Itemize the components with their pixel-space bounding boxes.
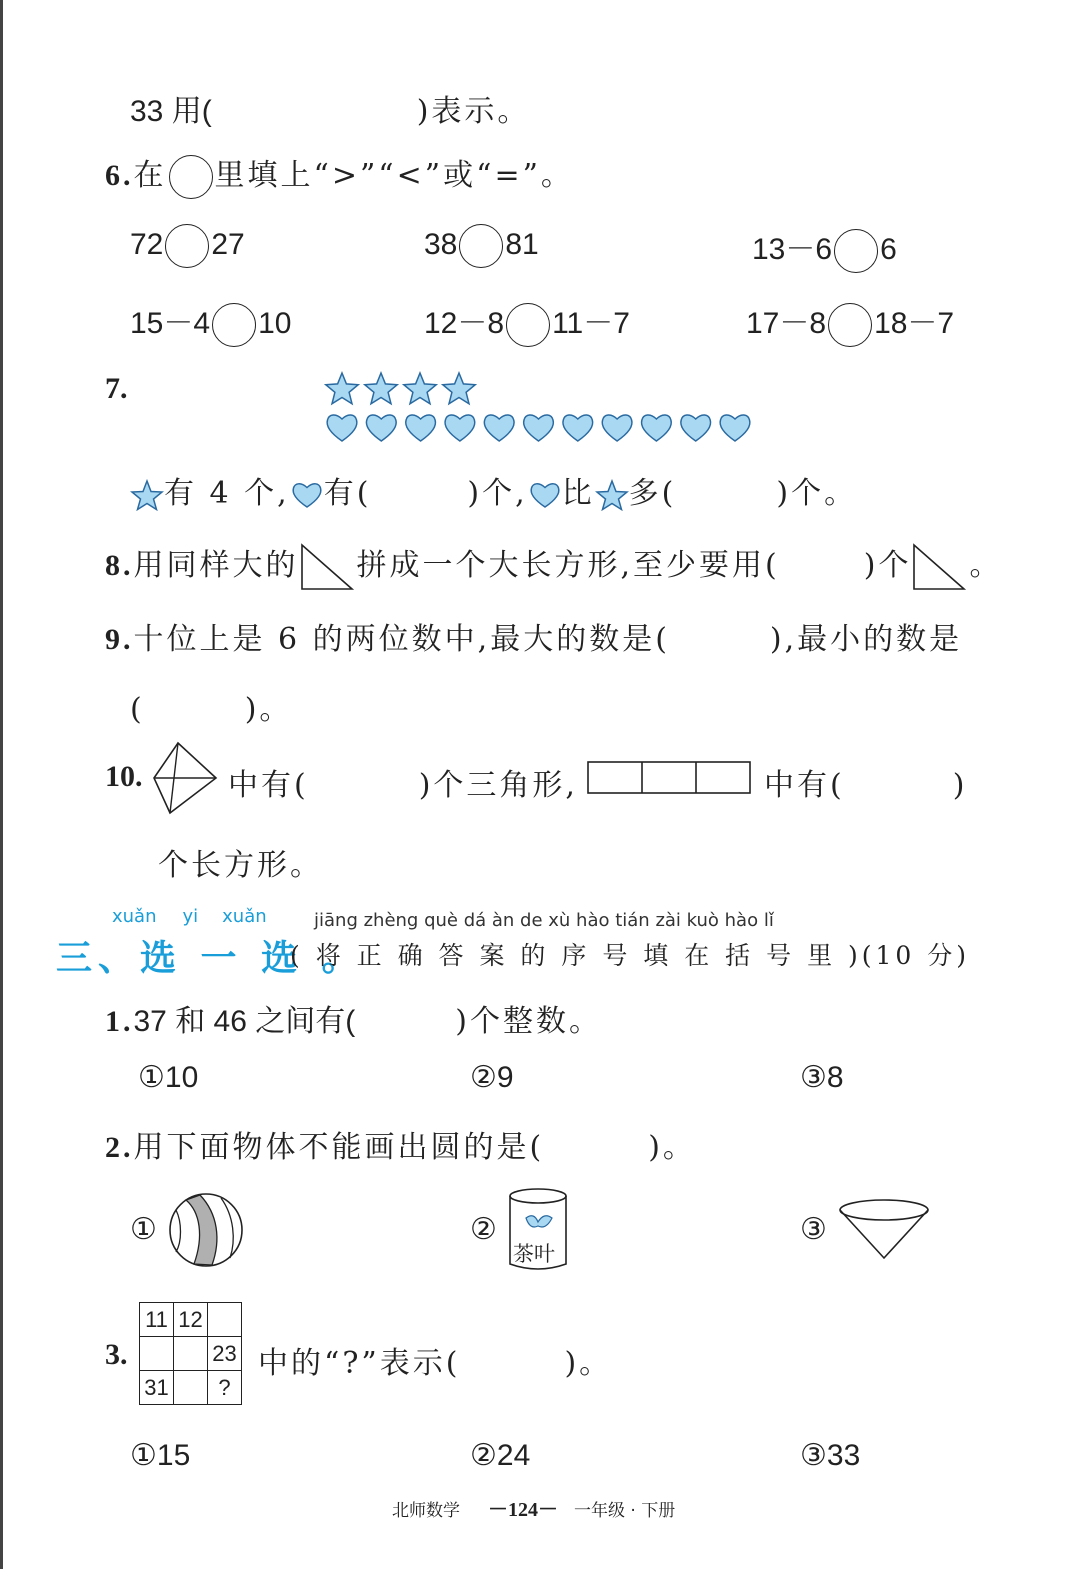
q6-item-1: 72 27 bbox=[130, 224, 245, 268]
s3q3-number: 3. bbox=[105, 1338, 128, 1371]
q10-number: 10. bbox=[105, 760, 143, 793]
compare-circle bbox=[169, 155, 213, 199]
s3q2-option-2[interactable]: ② bbox=[470, 1213, 497, 1246]
q8: 8.用同样大的 拼成一个大长方形,至少要用( )个 。 bbox=[105, 540, 1002, 592]
heart-icon bbox=[528, 480, 562, 510]
s3q3-prompt: 中的“?”表示( )。 bbox=[258, 1346, 613, 1381]
page-edge-line bbox=[0, 0, 3, 1569]
q6-item-2: 38 81 bbox=[424, 224, 539, 268]
heart-icon bbox=[290, 480, 324, 510]
triangle-icon bbox=[911, 542, 969, 592]
answer-circle[interactable] bbox=[459, 224, 503, 268]
page-number: －124－ bbox=[488, 1499, 558, 1521]
heart-icon bbox=[366, 415, 396, 441]
s3q2-option-3[interactable]: ③ bbox=[800, 1213, 827, 1246]
answer-circle[interactable] bbox=[165, 224, 209, 268]
number-grid: 11 12 23 31 ? bbox=[139, 1302, 242, 1405]
section3-title: 三、选 一 选 。 bbox=[56, 938, 364, 979]
q6-item-3: 13－6 6 bbox=[752, 224, 897, 273]
footer: 北师数学 －124－ 一年级 · 下册 bbox=[392, 1499, 676, 1521]
heart-icon bbox=[602, 415, 632, 441]
s3q1-prompt: 1.37 和 46 之间有( )个整数。 bbox=[105, 1004, 602, 1039]
q10-line2: 个长方形。 bbox=[158, 848, 323, 883]
heart-icon bbox=[642, 415, 672, 441]
heart-icon bbox=[484, 415, 514, 441]
star-icon bbox=[595, 479, 629, 511]
s3q2-prompt: 2.用下面物体不能画出圆的是( )。 bbox=[105, 1130, 696, 1165]
star-row bbox=[326, 373, 475, 404]
q9-line1: 9.十位上是 6 的两位数中,最大的数是( ),最小的数是 bbox=[105, 622, 963, 657]
s3q1-option-1[interactable]: ①10 bbox=[138, 1061, 199, 1094]
q6-item-5: 12－8 11－7 bbox=[424, 298, 630, 347]
tea-can-label: 茶叶 bbox=[513, 1242, 555, 1266]
stars-hearts-figure bbox=[320, 370, 760, 445]
q9-line2: ( )。 bbox=[130, 692, 293, 727]
q5-tail: 33 用( )表示。 bbox=[130, 94, 531, 129]
ball-icon bbox=[166, 1190, 246, 1270]
section3-instruction: ( 将 正 确 答 案 的 序 号 填 在 括 号 里 )(10 分) bbox=[290, 941, 971, 970]
q6-prompt: 6.在 里填上“>”“<”或“=”。 bbox=[105, 150, 574, 199]
q10-text2: 中有( ) bbox=[764, 768, 968, 803]
answer-circle[interactable] bbox=[834, 229, 878, 273]
star-icon bbox=[326, 373, 358, 404]
q7-sentence: 有 4 个, 有( )个, 比 多( )个。 bbox=[130, 468, 857, 512]
star-icon bbox=[443, 373, 475, 404]
heart-row bbox=[327, 415, 750, 441]
heart-icon bbox=[563, 415, 593, 441]
star-icon bbox=[404, 373, 436, 404]
heart-icon bbox=[720, 415, 750, 441]
q6-item-6: 17－8 18－7 bbox=[746, 298, 954, 347]
instruction-pinyin: jiāng zhèng què dá àn de xù hào tián zài kuò hào lǐ bbox=[314, 910, 774, 931]
heart-icon bbox=[524, 415, 554, 441]
answer-circle[interactable] bbox=[506, 303, 550, 347]
section3-pinyin: xuǎn yi xuǎn bbox=[112, 906, 267, 927]
answer-circle[interactable] bbox=[828, 303, 872, 347]
rhombus-figure bbox=[150, 740, 220, 818]
s3q3-option-2[interactable]: ②24 bbox=[470, 1439, 531, 1472]
q7-number: 7. bbox=[105, 372, 128, 405]
rectangle-strip-figure bbox=[587, 760, 753, 796]
s3q2-option-1[interactable]: ① bbox=[130, 1213, 157, 1246]
q10-text: 中有( )个三角形, bbox=[228, 768, 578, 803]
star-icon bbox=[130, 479, 164, 511]
s3q1-option-3[interactable]: ③8 bbox=[800, 1061, 844, 1094]
heart-icon bbox=[327, 415, 357, 441]
cone-icon bbox=[836, 1196, 932, 1262]
s3q3-option-3[interactable]: ③33 bbox=[800, 1439, 861, 1472]
s3q1-option-2[interactable]: ②9 bbox=[470, 1061, 514, 1094]
s3q3-option-1[interactable]: ①15 bbox=[130, 1439, 191, 1472]
triangle-icon bbox=[299, 542, 357, 592]
heart-icon bbox=[445, 415, 475, 441]
heart-icon bbox=[681, 415, 711, 441]
answer-circle[interactable] bbox=[212, 303, 256, 347]
heart-icon bbox=[406, 415, 436, 441]
q6-item-4: 15－4 10 bbox=[130, 298, 291, 347]
star-icon bbox=[365, 373, 397, 404]
